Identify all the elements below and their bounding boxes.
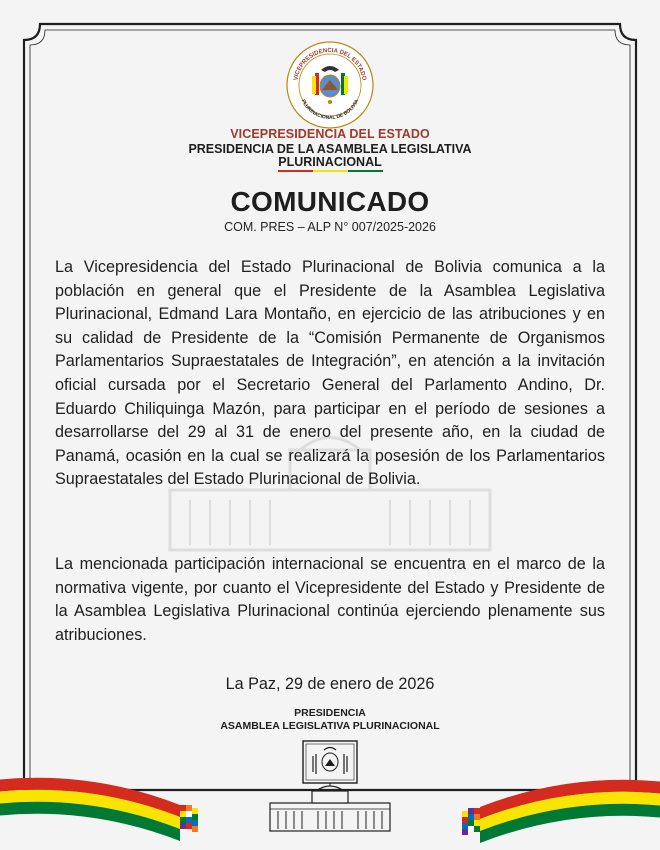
legislative-palace-icon xyxy=(268,783,392,833)
seal-ring-text-bottom: PLURINACIONAL DE BOLIVIA xyxy=(299,98,361,122)
reference-number: COM. PRES – ALP N° 007/2025-2026 xyxy=(224,220,436,234)
signature-line-1: PRESIDENCIA xyxy=(294,707,366,719)
vicepresidency-seal xyxy=(285,40,375,130)
header-line-2: PRESIDENCIA DE LA ASAMBLEA LEGISLATIVA xyxy=(188,142,472,156)
body-paragraph-1: La Vicepresidencia del Estado Plurinacional de Bolivia comunica a la población en general que el Presidente de la Asamblea Legislativa Plurinacional, Edmand Lara Montaño, en ejercicio de las atribuciones y en su calidad de Presidente de la “Comisión Permanente de Organismos Parlamentarios Supraestatales de Integración”, en atención a la invitación oficial cursada por el Secretario General del Parlamento Andino, Dr. Eduardo Chiliquinga Mazón, para participar en el período de sesiones a desarrollarse del 29 al 31 de enero del presente año, en la ciudad de Panamá, ocasión en la cual se realizará la posesión de los Parlamentarios Supraestatales del Estado Plurinacional de Bolivia. xyxy=(55,258,605,489)
header-line-3: PLURINACIONAL xyxy=(278,155,382,169)
signature-line-2: ASAMBLEA LEGISLATIVA PLURINACIONAL xyxy=(220,720,440,732)
wiphala-right-icon xyxy=(462,808,480,835)
date-line: La Paz, 29 de enero de 2026 xyxy=(225,675,435,693)
page-title: COMUNICADO xyxy=(230,186,430,217)
wiphala-left-icon xyxy=(180,805,198,832)
body-paragraph-2: La mencionada participación internacional se encuentra en el marco de la normativa vigente, por cuanto el Vicepresidente del Estado y Presidente de la Asamblea Legislativa Plurinacional continúa ejerciendo plenamente sus atribuciones. xyxy=(55,555,605,644)
tricolor-divider xyxy=(278,170,383,172)
header-line-1: VICEPRESIDENCIA DEL ESTADO xyxy=(230,127,430,141)
seal-ring-text-top: VICEPRESIDENCIA DEL ESTADO xyxy=(293,47,367,82)
